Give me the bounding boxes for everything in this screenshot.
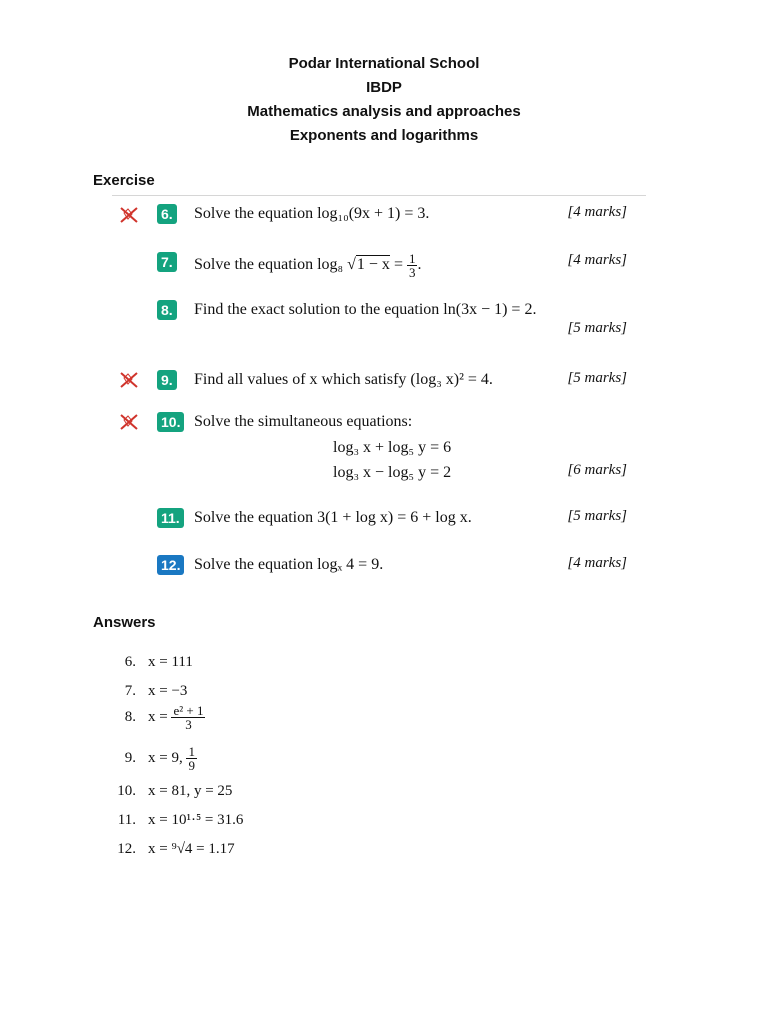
equation: log₈ √1 − x = $\frac{1}{3}$ .	[317, 251, 422, 280]
answer-value: x = 111	[148, 654, 193, 670]
question-9	[157, 370, 627, 392]
equation: log₁₀(9x + 1) = 3.	[317, 205, 430, 222]
marks-label: [5 marks]	[567, 320, 627, 336]
equation-1: log₃ x + log₅ y = 6	[333, 439, 452, 456]
question-number: 10.	[157, 412, 184, 432]
answer-10	[96, 783, 232, 800]
question-text: Solve the simultaneous equations:	[194, 413, 413, 430]
question-text: Solve the equation	[194, 556, 314, 573]
question-number: 6.	[157, 204, 177, 224]
question-12	[157, 555, 627, 577]
answer-number: 7.	[124, 683, 136, 699]
question-6	[157, 204, 627, 226]
marks-label: [4 marks]	[567, 555, 627, 571]
answer-12	[96, 841, 235, 858]
divider	[112, 195, 646, 196]
answer-7	[96, 683, 187, 700]
equation: ln(3x − 1) = 2.	[443, 301, 537, 318]
question-number: 11.	[157, 508, 184, 528]
subject-name: Mathematics analysis and approaches	[247, 103, 521, 120]
topic-name: Exponents and logarithms	[289, 127, 479, 144]
exercise-heading: Exercise	[93, 172, 155, 189]
question-text: Find all values of x which satisfy	[194, 371, 407, 388]
answer-number: 12.	[117, 841, 136, 857]
equation: 3(1 + log x) = 6 + log x.	[317, 509, 472, 526]
answer-value: x = 9, $\frac{1}{9}$	[148, 744, 195, 773]
answer-number: 8.	[124, 708, 136, 725]
question-number: 9.	[157, 370, 177, 390]
document-header	[0, 52, 768, 148]
answer-6	[96, 654, 193, 671]
answer-number: 10.	[117, 783, 136, 799]
answer-value: x = 10¹·⁵ = 31.6	[148, 812, 244, 828]
answer-value: x = 81, y = 25	[148, 783, 233, 799]
school-name: Podar International School	[288, 55, 480, 72]
answer-11	[96, 812, 243, 829]
question-text: Solve the equation	[194, 509, 314, 526]
answers-heading: Answers	[93, 614, 156, 631]
question-8	[157, 300, 627, 342]
question-number: 7.	[157, 252, 177, 272]
answer-number: 9.	[124, 749, 136, 766]
program-name: IBDP	[366, 79, 402, 96]
marks-label: [4 marks]	[567, 204, 627, 220]
question-text: Find the exact solution to the equation	[194, 301, 440, 318]
cross-mark-icon	[118, 205, 140, 225]
answer-number: 6.	[124, 654, 136, 670]
marks-label: [6 marks]	[567, 462, 627, 478]
question-text: Solve the equation	[194, 205, 314, 222]
answer-value: x = −3	[148, 683, 188, 699]
question-7	[157, 244, 627, 284]
marks-label: [5 marks]	[567, 508, 627, 524]
answer-number: 11.	[117, 812, 136, 828]
question-number: 8.	[157, 300, 177, 320]
question-number: 12.	[157, 555, 184, 575]
marks-label: [4 marks]	[567, 252, 627, 268]
answer-9	[96, 745, 197, 772]
equation: logₓ 4 = 9.	[317, 556, 384, 573]
cross-mark-icon	[118, 412, 140, 432]
equation: (log₃ x)² = 4.	[410, 371, 493, 388]
question-text: Solve the equation	[194, 256, 314, 274]
answer-value: x = ⁹√4 = 1.17	[148, 841, 235, 857]
answer-8	[96, 704, 205, 731]
question-10	[157, 412, 627, 484]
answer-value: x = $\frac{\text{e² + 1}}{3}$	[148, 703, 204, 732]
question-11	[157, 508, 627, 530]
cross-mark-icon	[118, 370, 140, 390]
marks-label: [5 marks]	[567, 370, 627, 386]
equation-2: log₃ x − log₅ y = 2	[333, 464, 452, 481]
